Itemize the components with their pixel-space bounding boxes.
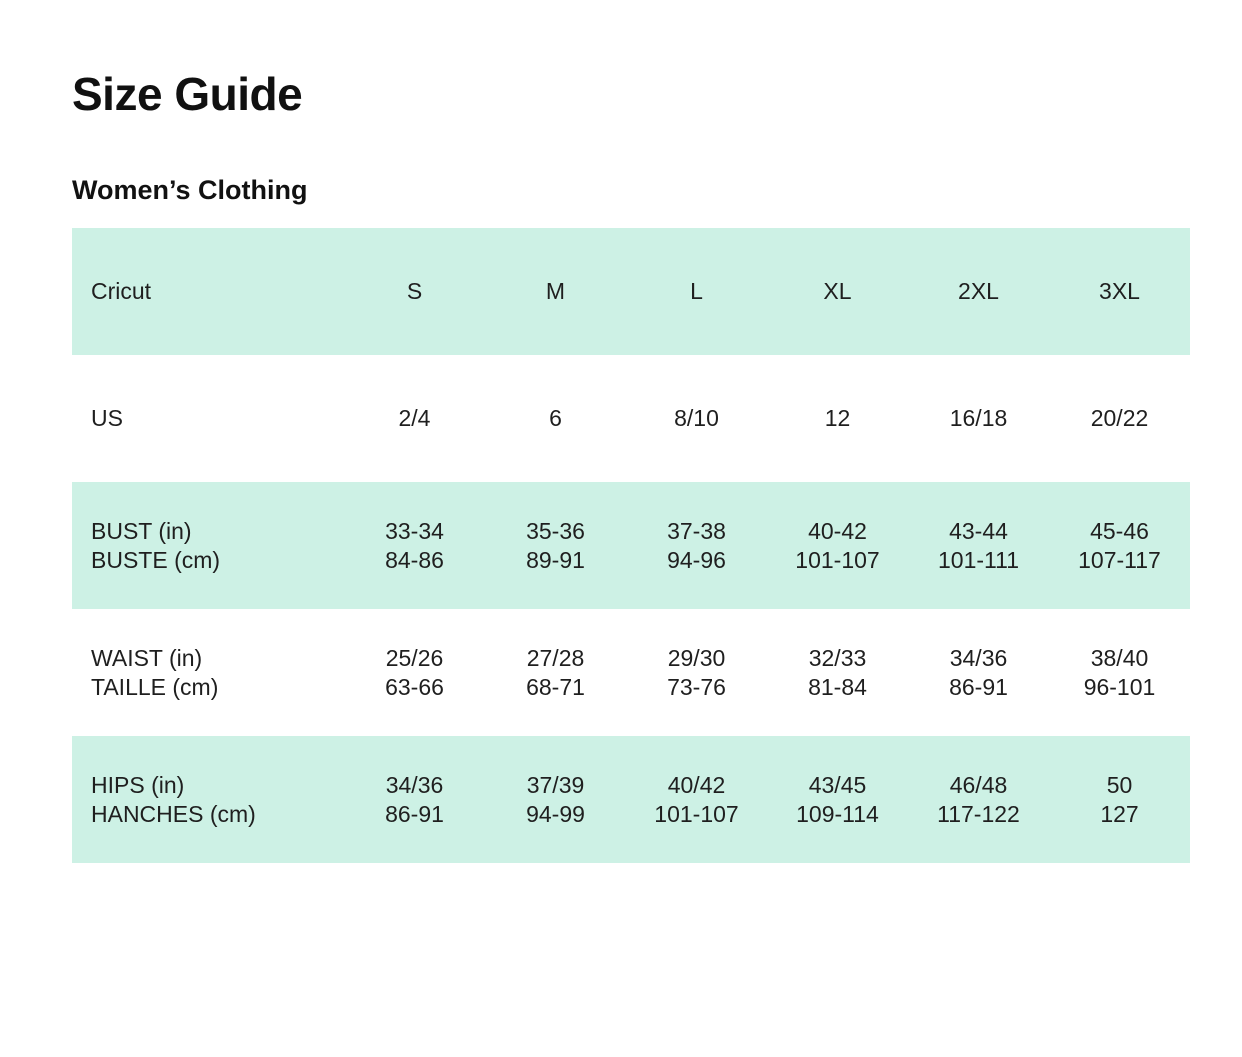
- cell-value: 32/33: [808, 644, 867, 671]
- cell-value: 2/4: [398, 405, 431, 431]
- row-label: [72, 482, 344, 609]
- cell-value: 12: [824, 405, 851, 431]
- row-label-line: BUST (in): [91, 517, 192, 544]
- table-cell: [626, 609, 767, 736]
- table-cell: [908, 355, 1049, 482]
- cell-value: 81-84: [808, 673, 867, 700]
- size-label: XL: [823, 278, 852, 304]
- section-title-womens-clothing: Women’s Clothing: [72, 175, 308, 205]
- cell-value: 68-71: [526, 673, 585, 700]
- cell-value: 34/36: [385, 771, 444, 798]
- table-cell: [908, 482, 1049, 609]
- cell-value: 34/36: [949, 644, 1008, 671]
- cell-value: 40-42: [808, 517, 867, 544]
- header-label-text: Cricut: [91, 278, 152, 304]
- size-chart-table: [72, 228, 1190, 863]
- row-label-line: TAILLE (cm): [91, 673, 219, 700]
- size-label: 2XL: [958, 278, 999, 304]
- cell-value: 127: [1100, 800, 1139, 827]
- cell-value: 101-111: [938, 546, 1019, 573]
- cell-value: 40/42: [667, 771, 726, 798]
- size-label: S: [406, 278, 423, 304]
- cell-value: 84-86: [385, 546, 444, 573]
- cell-value: 117-122: [937, 800, 1020, 827]
- cell-value: 107-117: [1078, 546, 1161, 573]
- header-size-xl: [767, 228, 908, 355]
- row-us: [72, 355, 1190, 482]
- cell-value: 109-114: [796, 800, 879, 827]
- table-cell: [485, 609, 626, 736]
- cell-value: 35-36: [526, 517, 585, 544]
- table-cell: [344, 355, 485, 482]
- header-size-s: [344, 228, 485, 355]
- row-bust: [72, 482, 1190, 609]
- cell-value: 89-91: [526, 546, 585, 573]
- cell-value: 96-101: [1083, 673, 1156, 700]
- size-label: 3XL: [1099, 278, 1140, 304]
- table-cell: [1049, 355, 1190, 482]
- row-waist: [72, 609, 1190, 736]
- cell-value: 33-34: [385, 517, 444, 544]
- row-hips: [72, 736, 1190, 863]
- table-cell: [344, 609, 485, 736]
- row-label-line: US: [91, 405, 123, 431]
- table-cell: [1049, 609, 1190, 736]
- cell-value: 16/18: [949, 405, 1008, 431]
- table-cell: [1049, 482, 1190, 609]
- row-label-line: HIPS (in): [91, 771, 185, 798]
- header-size-m: [485, 228, 626, 355]
- row-label-line: BUSTE (cm): [91, 546, 221, 573]
- row-label: [72, 355, 344, 482]
- table-body: [72, 355, 1190, 863]
- cell-value: 27/28: [526, 644, 585, 671]
- cell-value: 29/30: [667, 644, 726, 671]
- table-cell: [908, 609, 1049, 736]
- cell-value: 86-91: [949, 673, 1008, 700]
- table-cell: [344, 736, 485, 863]
- table-cell: [344, 482, 485, 609]
- cell-value: 94-96: [667, 546, 726, 573]
- row-label: [72, 609, 344, 736]
- row-label-line: HANCHES (cm): [91, 800, 256, 827]
- cell-value: 94-99: [526, 800, 585, 827]
- cell-value: 37-38: [667, 517, 726, 544]
- cell-value: 46/48: [949, 771, 1008, 798]
- table-cell: [626, 482, 767, 609]
- table-header-row: [72, 228, 1190, 355]
- cell-value: 43/45: [808, 771, 867, 798]
- cell-value: 86-91: [385, 800, 444, 827]
- cell-value: 101-107: [654, 800, 739, 827]
- table-cell: [485, 736, 626, 863]
- table-cell: [485, 355, 626, 482]
- header-size-3xl: [1049, 228, 1190, 355]
- cell-value: 43-44: [949, 517, 1008, 544]
- row-label: [72, 736, 344, 863]
- size-label: L: [690, 278, 703, 304]
- table-cell: [626, 355, 767, 482]
- table-cell: [767, 736, 908, 863]
- table-cell: [767, 355, 908, 482]
- cell-value: 37/39: [526, 771, 585, 798]
- table-cell: [485, 482, 626, 609]
- cell-value: 50: [1106, 771, 1133, 798]
- row-label-line: WAIST (in): [91, 644, 203, 671]
- header-size-2xl: [908, 228, 1049, 355]
- page-title: Size Guide: [72, 68, 303, 120]
- table-cell: [767, 609, 908, 736]
- cell-value: 20/22: [1090, 405, 1149, 431]
- table-cell: [1049, 736, 1190, 863]
- cell-value: 6: [549, 405, 562, 431]
- cell-value: 25/26: [385, 644, 444, 671]
- table-cell: [908, 736, 1049, 863]
- cell-value: 63-66: [385, 673, 444, 700]
- cell-value: 45-46: [1090, 517, 1149, 544]
- cell-value: 101-107: [795, 546, 880, 573]
- table-cell: [767, 482, 908, 609]
- cell-value: 8/10: [674, 405, 719, 431]
- table-cell: [626, 736, 767, 863]
- header-size-l: [626, 228, 767, 355]
- cell-value: 38/40: [1090, 644, 1149, 671]
- size-label: M: [545, 278, 566, 304]
- header-label-cricut: [72, 228, 344, 355]
- cell-value: 73-76: [667, 673, 726, 700]
